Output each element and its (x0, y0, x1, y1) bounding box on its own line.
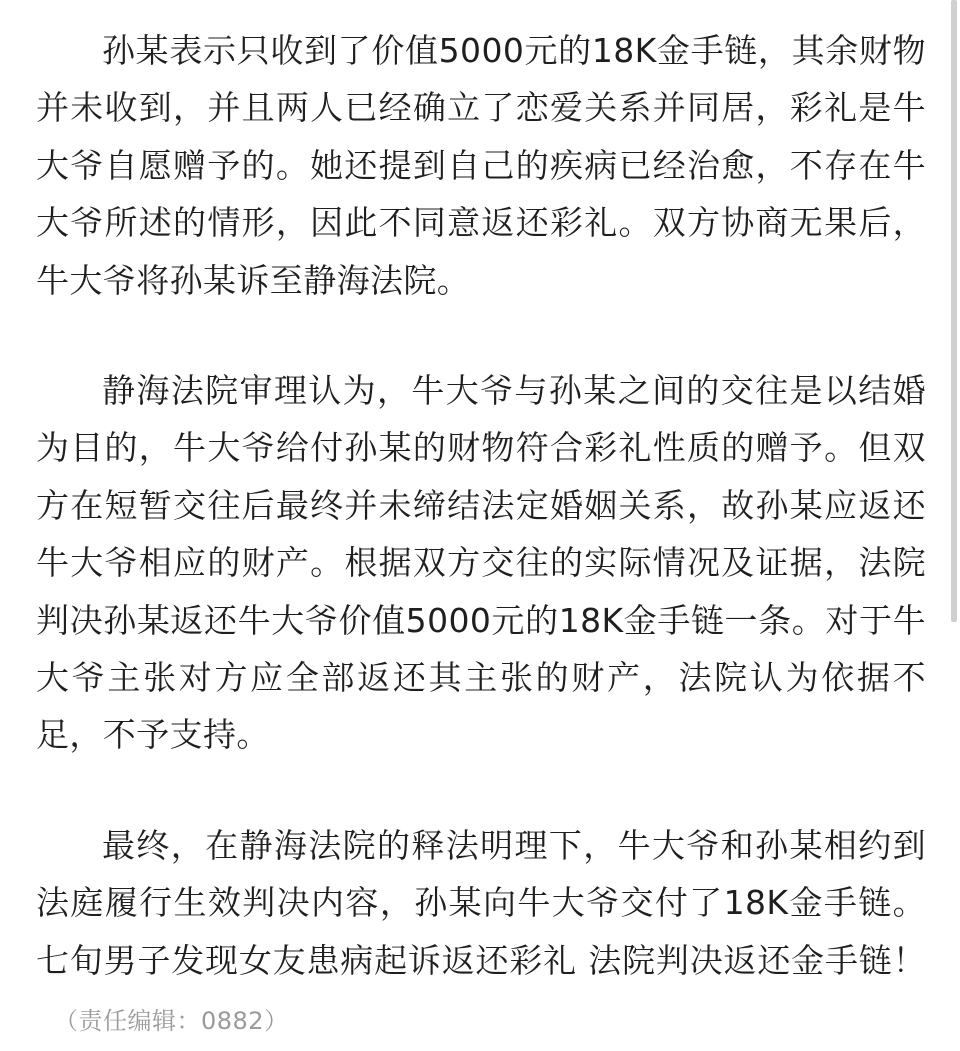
editor-note: （责任编辑：0882） (54, 1007, 289, 1036)
paragraph-3-text: 最终，在静海法院的释法明理下，牛大爷和孙某相约到法庭履行生效判决内容，孙某向牛大爷交付了18K金手链。七旬男子发现女友患病起诉返还彩礼 法院判决返还金手链！ (36, 825, 926, 980)
paragraph-1 (36, 22, 926, 309)
paragraph-1-text: 孙某表示只收到了价值5000元的18K金手链，其余财物并未收到，并且两人已经确立了恋爱关系并同居，彩礼是牛大爷自愿赠予的。她还提到自己的疾病已经治愈，不存在牛大爷所述的情形，因此不同意返还彩礼。双方协商无果后，牛大爷将孙某诉至静海法院。 (36, 31, 926, 300)
scrollbar[interactable] (951, 0, 957, 622)
article-body (36, 22, 926, 1051)
paragraph-2 (36, 362, 926, 764)
paragraph-3 (36, 817, 926, 1051)
paragraph-2-text: 静海法院审理认为，牛大爷与孙某之间的交往是以结婚为目的，牛大爷给付孙某的财物符合彩礼性质的赠予。但双方在短暂交往后最终并未缔结法定婚姻关系，故孙某应返还牛大爷相应的财产。根据双方交往的实际情况及证据，法院判决孙某返还牛大爷价值5000元的18K金手链一条。对于牛大爷主张对方应全部返还其主张的财产，法院认为依据不足，不予支持。 (36, 371, 926, 755)
